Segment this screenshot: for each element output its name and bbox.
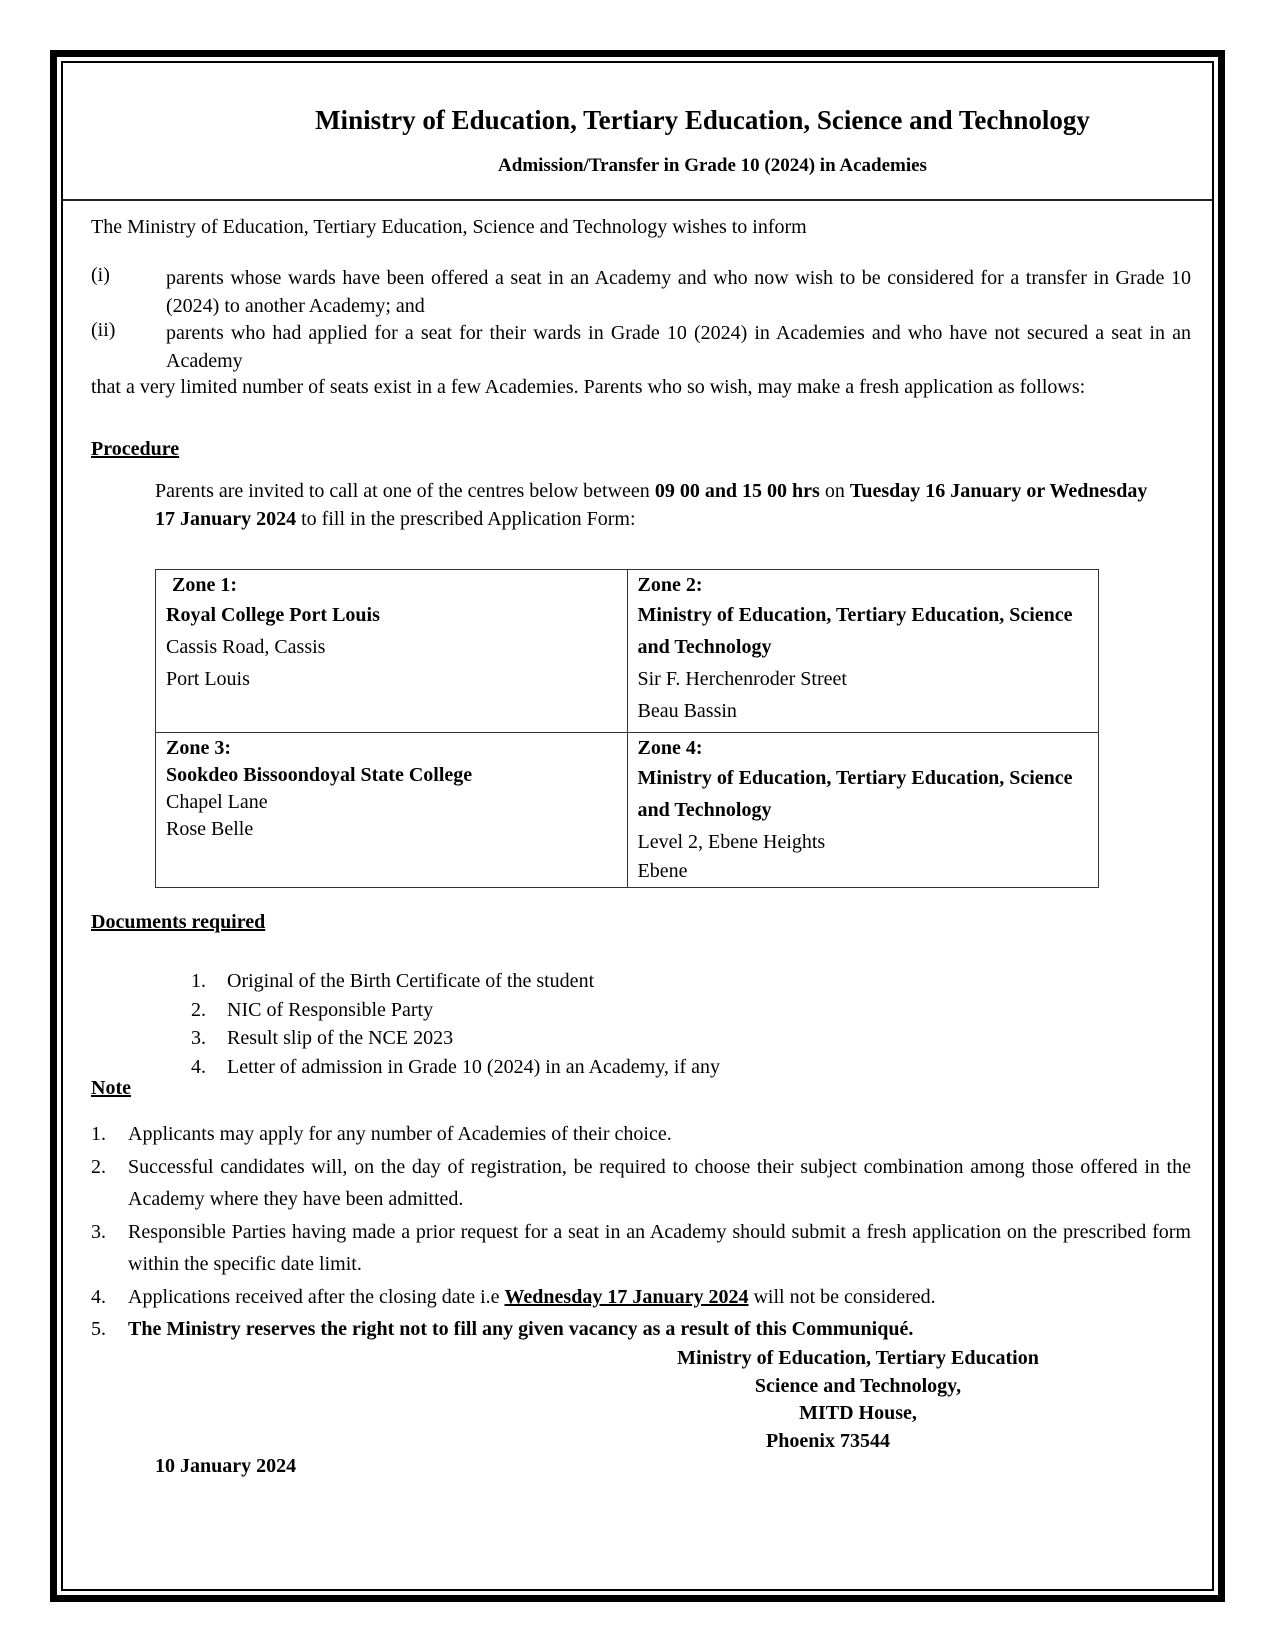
zone-label: Zone 2:: [637, 574, 703, 596]
procedure-dates: Tuesday 16 January or Wednesday 17 January 2024: [155, 480, 1148, 530]
document-header: [63, 63, 1212, 201]
signature-line: Phoenix 73544: [766, 1429, 890, 1452]
zone-name: Sookdeo Bissoondoyal State College: [166, 764, 473, 786]
note-item: [91, 1216, 1191, 1281]
zone-cell: [156, 570, 628, 733]
intro-closing: that a very limited number of seats exist in a few Academies. Parents who so wish, may make a fresh application as follows:: [91, 376, 1086, 398]
note-item-text: The Ministry reserves the right not to fill any given vacancy as a result of this Communiqué.: [128, 1318, 914, 1340]
zone-label: Zone 1:: [172, 574, 237, 596]
zone-address-line: Level 2, Ebene Heights: [637, 831, 826, 853]
intro-item-number: (i): [91, 264, 110, 286]
document-item: [191, 967, 720, 996]
note-item: [91, 1281, 1191, 1314]
procedure-hours: 09 00 and 15 00 hrs: [654, 480, 820, 502]
note-item-number: 1.: [91, 1123, 106, 1145]
document-item: [191, 1053, 720, 1082]
intro-item-text: parents whose wards have been offered a seat in an Academy and who now wish to be considered for a transfer in Grade 10 (2024) to another Academy; and: [166, 267, 1191, 317]
zone-label: Zone 4:: [637, 737, 703, 759]
document-item-number: 3.: [191, 1027, 206, 1049]
note-item-number: 2.: [91, 1155, 106, 1178]
document-subtitle: Admission/Transfer in Grade 10 (2024) in Academies: [498, 155, 927, 176]
procedure-heading: Procedure: [91, 438, 180, 460]
note-heading: Note: [91, 1077, 131, 1099]
note-item-text: Responsible Parties having made a prior request for a seat in an Academy should submit a fresh application on the prescribed form within the specific date limit.: [128, 1220, 1191, 1275]
note-item: [91, 1118, 1191, 1151]
intro-item-text: parents who had applied for a seat for their wards in Grade 10 (2024) in Academies and who have not secured a seat in an Academy: [166, 322, 1191, 372]
note-item-number: 5.: [91, 1318, 106, 1340]
zone-address-line: Rose Belle: [166, 818, 254, 840]
page-border: [50, 50, 1225, 1602]
zone-address-line: Chapel Lane: [166, 791, 268, 813]
procedure-text-part: to fill in the prescribed Application Form:: [296, 508, 636, 530]
note-item-text: Applicants may apply for any number of Academies of their choice.: [128, 1123, 672, 1145]
document-item-text: Letter of admission in Grade 10 (2024) in an Academy, if any: [227, 1055, 721, 1078]
zones-table: [155, 569, 1099, 888]
signature-line: Ministry of Education, Tertiary Education: [677, 1347, 1039, 1369]
zones-row: [156, 733, 1099, 888]
page-inner-border: [61, 61, 1214, 1591]
signature-line: MITD House,: [799, 1402, 917, 1424]
document-item-number: 2.: [191, 998, 206, 1021]
documents-list: [191, 967, 720, 1081]
zone-address-line: Beau Bassin: [637, 700, 737, 722]
note-item: [91, 1151, 1191, 1216]
note-item-number: 3.: [91, 1220, 106, 1243]
signature-line: Science and Technology,: [754, 1374, 962, 1397]
note-item-number: 4.: [91, 1285, 106, 1308]
document-item-text: NIC of Responsible Party: [227, 998, 434, 1021]
zone-cell: [156, 733, 628, 888]
document-item: [191, 1024, 720, 1053]
intro-item-number: (ii): [91, 319, 116, 341]
zone-cell: [627, 733, 1099, 888]
documents-heading: Documents required: [91, 911, 266, 933]
zone-address-line: Ebene: [637, 860, 688, 882]
procedure-text: [155, 477, 1155, 533]
document-item-text: Original of the Birth Certificate of the student: [227, 970, 595, 992]
note-item: [91, 1313, 1191, 1346]
document-item-number: 1.: [191, 970, 206, 992]
document-title: Ministry of Education, Tertiary Education, Science and Technology: [315, 105, 1090, 135]
procedure-text-part: Parents are invited to call at one of the centres below between: [155, 480, 655, 502]
document-item: [191, 996, 720, 1025]
note-item-text: Successful candidates will, on the day of registration, be required to choose their subject combination among those offered in the Academy where they have been admitted.: [128, 1155, 1191, 1210]
zone-address-line: Cassis Road, Cassis: [166, 636, 326, 658]
document-item-number: 4.: [191, 1055, 206, 1078]
zone-address-line: Sir F. Herchenroder Street: [637, 668, 847, 690]
zone-name: Ministry of Education, Tertiary Education, Science and Technology: [637, 604, 1073, 658]
note-item-text: [128, 1281, 1191, 1314]
zone-address-line: Port Louis: [166, 668, 250, 690]
zone-cell: [627, 570, 1099, 733]
note-text-part: Applications received after the closing date i.e: [128, 1285, 505, 1308]
zone-name: Ministry of Education, Tertiary Education, Science and Technology: [637, 767, 1073, 821]
zone-name: Royal College Port Louis: [166, 604, 380, 626]
note-text-part: will not be considered.: [748, 1285, 936, 1308]
signature-block: [623, 1345, 1093, 1455]
note-list: [91, 1118, 1191, 1346]
intro-lead: The Ministry of Education, Tertiary Education, Science and Technology wishes to inform: [91, 216, 807, 238]
document-date: 10 January 2024: [155, 1455, 297, 1477]
document-item-text: Result slip of the NCE 2023: [227, 1027, 454, 1049]
closing-date: Wednesday 17 January 2024: [504, 1285, 749, 1308]
zones-row: [156, 570, 1099, 733]
zone-label: Zone 3:: [166, 737, 231, 759]
procedure-text-part: on: [819, 480, 850, 502]
